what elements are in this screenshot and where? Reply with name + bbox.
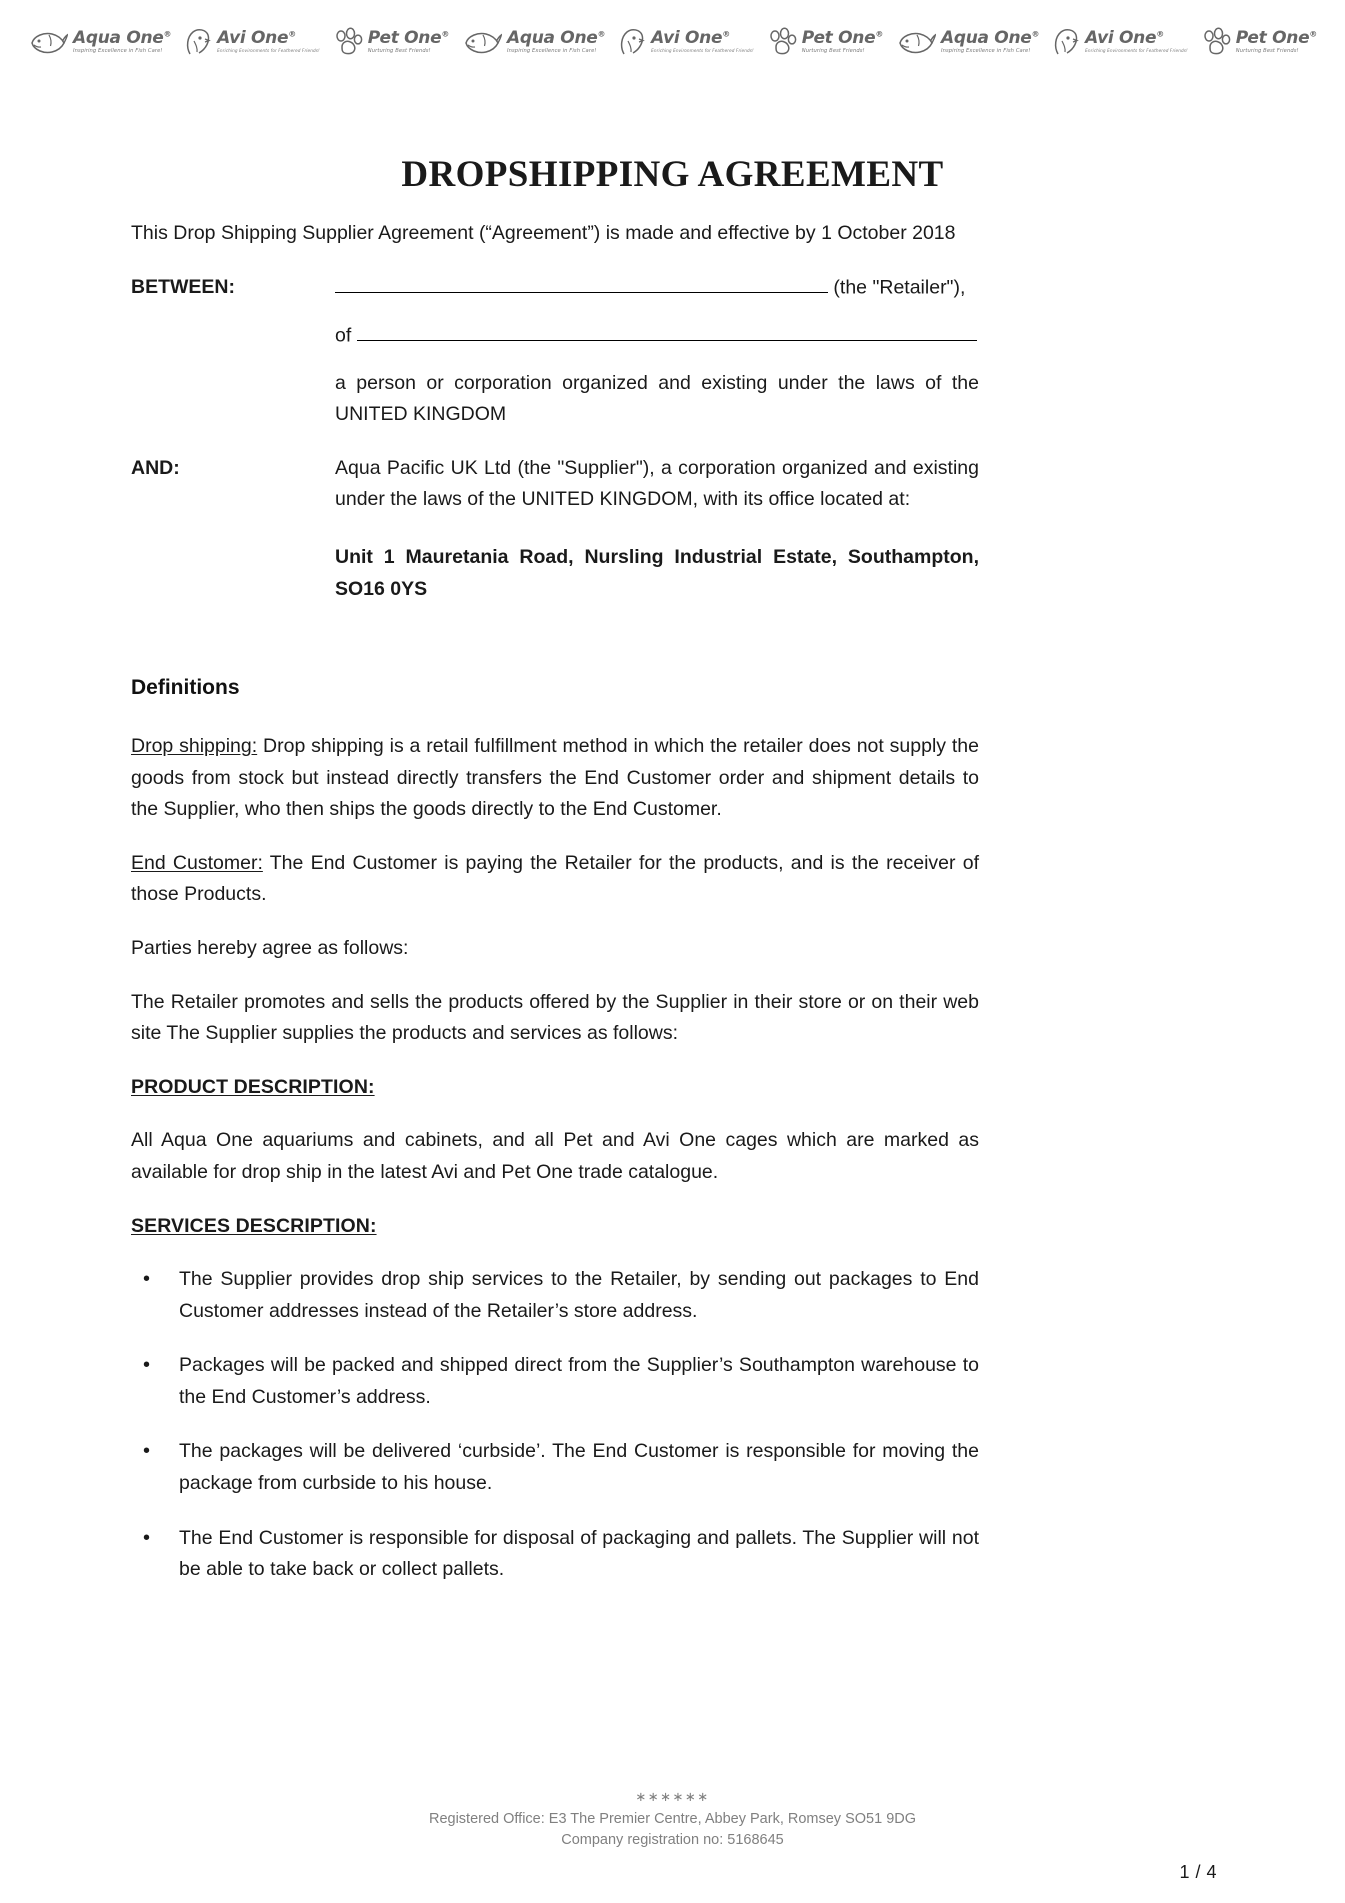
logo-brand-name: Aqua One® [940,27,1040,48]
supplier-description: Aqua Pacific UK Ltd (the "Supplier"), a corporation organized and existing under the laws of the UNITED KINGDOM, with its office located at: [335,456,979,511]
bird-icon [618,27,646,57]
intro-paragraph: This Drop Shipping Supplier Agreement (“Agreement”) is made and effective by 1 October 2018 [131,222,956,244]
registered-trademark-icon: ® [722,29,730,39]
footer-separator-stars: ∗∗∗∗∗∗ [635,1789,710,1805]
page-title: DROPSHIPPING AGREEMENT [401,153,944,195]
logo-tagline: Inspiring Excellence in Fish Care! [73,47,163,54]
logo-brand-name: Aqua One® [506,27,606,48]
logo-brand-name: Pet One® [801,27,884,48]
logo-text-group [506,27,606,54]
logo-text-group [651,30,754,53]
party-row-and [131,453,979,605]
paw-icon [333,27,363,57]
logo-text-group [73,27,172,54]
and-body [335,453,979,605]
page-number: 1 / 4 [1179,1862,1217,1882]
definition-term-end-customer: End Customer: [131,851,263,874]
registered-trademark-icon: ® [163,29,172,39]
logo-tagline: Nurturing Best Friends! [367,47,431,54]
logo-aqua-one [462,27,605,57]
logo-tagline: Enriching Environments for Feathered Friends! [217,48,320,54]
parties-agree-paragraph: Parties hereby agree as follows: [131,937,409,960]
logo-brand-name: Avi One® [217,28,296,49]
of-prefix-text: of [335,324,352,347]
logo-avi-one [1052,27,1188,57]
registered-trademark-icon: ® [441,29,450,39]
logo-aqua-one [28,27,171,57]
logo-text-group [940,27,1040,54]
and-label: AND: [131,456,180,479]
logo-text-group [217,30,320,53]
list-item: • The Supplier provides drop ship services to the Retailer, by sending out packages to End Customer addresses instead of the Retailer’s store address. [131,1264,979,1327]
definition-text-end-customer: The End Customer is paying the Retailer for the products, and is the receiver of those Products. [131,851,979,906]
registered-trademark-icon: ® [1156,29,1164,39]
retailer-suffix-text: (the "Retailer"), [833,276,966,299]
retailer-address-fill-line [335,320,979,352]
fish-icon [462,27,502,57]
supplier-address: Unit 1 Mauretania Road, Nursling Industrial Estate, Southampton, SO16 0YS [335,545,979,600]
fish-icon [28,27,68,57]
paw-icon [767,27,797,57]
retailer-name-fill-line [335,272,979,304]
registered-trademark-icon: ® [597,29,606,39]
logo-avi-one [184,27,320,57]
product-description-heading: PRODUCT DESCRIPTION: [131,1075,375,1098]
footer-registered-office: Registered Office: E3 The Premier Centre, Abbey Park, Romsey SO51 9DG [428,1810,917,1827]
logo-brand-name: Pet One® [367,27,450,48]
logo-text-group [1085,30,1188,53]
logo-tagline: Nurturing Best Friends! [801,47,865,54]
registered-trademark-icon: ® [288,29,296,39]
logo-pet-one [1201,27,1317,57]
retailer-description: a person or corporation organized and existing under the laws of the UNITED KINGDOM [335,371,979,426]
logo-avi-one [618,27,754,57]
party-row-between [131,272,979,431]
bird-icon [1052,27,1080,57]
definition-text-drop-shipping: Drop shipping is a retail fulfillment method in which the retailer does not supply the goods from stock but instead directly transfers the End Customer order and shipment details to the Supplier, who then ships the goods directly to the End Customer. [131,735,979,821]
logo-tagline: Inspiring Excellence in Fish Care! [506,47,597,54]
logo-aqua-one [896,27,1039,57]
logo-text-group [367,27,450,54]
product-description-paragraph: All Aqua One aquariums and cabinets, and all Pet and Avi One cages which are marked as available for drop ship in the latest Avi and Pet One trade catalogue. [131,1129,979,1183]
registered-trademark-icon: ® [1309,29,1317,39]
paw-icon [1201,27,1231,57]
logo-tagline: Inspiring Excellence in Fish Care! [940,47,1031,54]
page-footer [0,1788,1345,1851]
retailer-name-blank[interactable] [335,272,828,293]
registered-trademark-icon: ® [875,29,884,39]
logo-brand-name: Pet One® [1235,27,1317,48]
list-item: • The packages will be delivered ‘curbside’. The End Customer is responsible for moving the package from curbside to his house. [131,1436,979,1499]
logo-pet-one [767,27,883,57]
between-body [335,272,979,431]
letterhead-logo-band [28,14,1317,70]
definition-end-customer [131,848,979,911]
logo-text-group [1235,27,1317,54]
services-bullet-list [131,1264,979,1586]
logo-text-group [801,27,884,54]
logo-pet-one [333,27,449,57]
logo-brand-name: Avi One® [651,28,730,49]
list-item: • Packages will be packed and shipped direct from the Supplier’s Southampton warehouse to the End Customer’s address. [131,1350,979,1413]
logo-tagline: Enriching Environments for Feathered Friends! [1085,48,1188,54]
retailer-promotes-paragraph: The Retailer promotes and sells the products offered by the Supplier in their store or on their web site The Supplier supplies the products and services as follows: [131,990,979,1045]
between-label: BETWEEN: [131,275,235,298]
definition-drop-shipping [131,731,979,826]
logo-brand-name: Avi One® [1085,28,1164,49]
logo-tagline: Nurturing Best Friends! [1235,47,1299,54]
registered-trademark-icon: ® [1031,29,1040,39]
fish-icon [896,27,936,57]
logo-brand-name: Aqua One® [73,27,172,48]
section-spacer [131,627,979,671]
definitions-heading: Definitions [131,676,240,700]
definition-term-drop-shipping: Drop shipping: [131,735,258,758]
document-body [131,218,979,1609]
list-item: • The End Customer is responsible for disposal of packaging and pallets. The Supplier will not be able to take back or collect pallets. [131,1523,979,1586]
logo-tagline: Enriching Environments for Feathered Friends! [651,48,754,54]
services-description-heading: SERVICES DESCRIPTION: [131,1214,377,1237]
retailer-address-blank[interactable] [357,320,977,341]
bird-icon [184,27,212,57]
footer-company-registration: Company registration no: 5168645 [561,1831,784,1848]
